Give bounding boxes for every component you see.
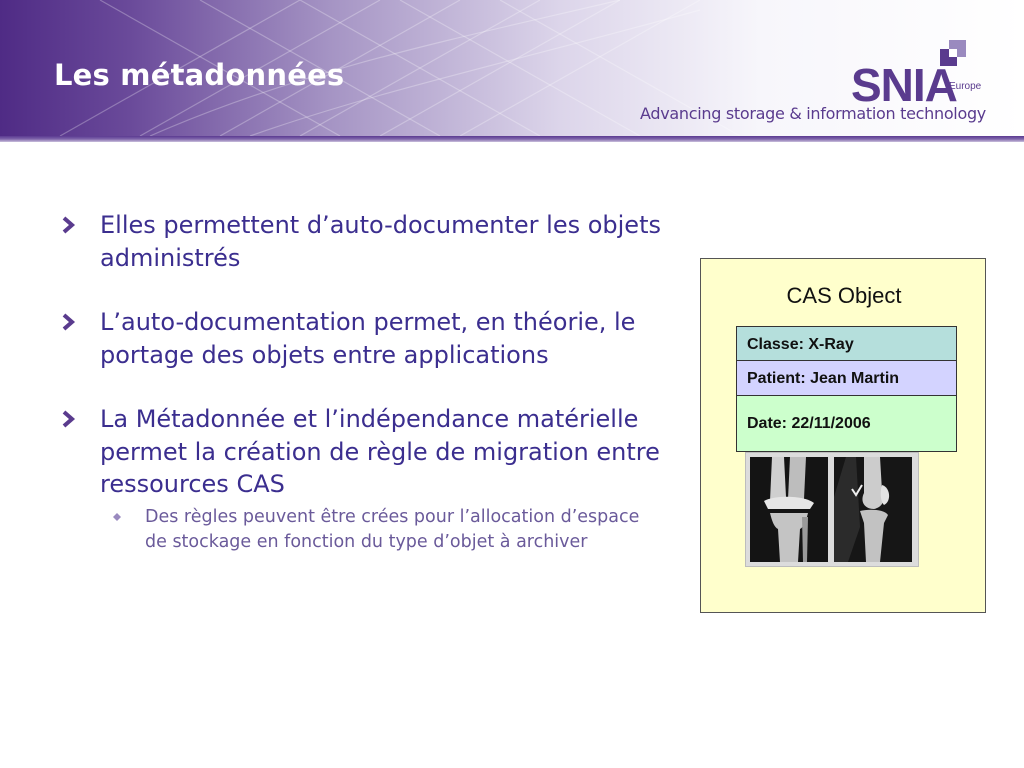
metadata-classe-field: Classe: X-Ray [736,326,957,361]
bullet-text: La Métadonnée et l’indépendance matérielle permet la création de règle de migration entre ressources CAS [100,405,660,498]
header-divider [0,136,1024,142]
bullet-item [62,209,662,274]
sub-bullet-item [62,505,662,555]
bullet-text: L’auto-documentation permet, en théorie, le portage des objets entre applications [100,308,636,369]
diamond-bullet-icon [113,513,121,521]
cas-object-box [700,258,986,613]
bullet-item [62,403,662,501]
sub-bullet-text: Des règles peuvent être crées pour l’allocation d’espace de stockage en fonction du type d’objet à archiver [145,506,640,552]
bullet-item [62,306,662,371]
logo-name: SNIA [851,59,957,111]
bullet-list [62,209,662,555]
cas-object-title: CAS Object [786,283,902,308]
knee-xray-front-image [750,457,828,562]
chevron-right-icon [62,216,76,234]
snia-logo [636,40,996,130]
bullet-text: Elles permettent d’auto-documenter les objets administrés [100,211,661,272]
logo-tagline: Advancing storage & information technology [640,104,986,123]
chevron-right-icon [62,410,76,428]
logo-region: Europe [949,81,982,92]
knee-xray-side-image [834,457,912,562]
header-banner [0,0,1024,136]
slide-title: Les métadonnées [54,58,345,92]
metadata-date-field: Date: 22/11/2006 [736,395,957,452]
chevron-right-icon [62,313,76,331]
xray-images [745,452,919,567]
metadata-patient-field: Patient: Jean Martin [736,360,957,396]
